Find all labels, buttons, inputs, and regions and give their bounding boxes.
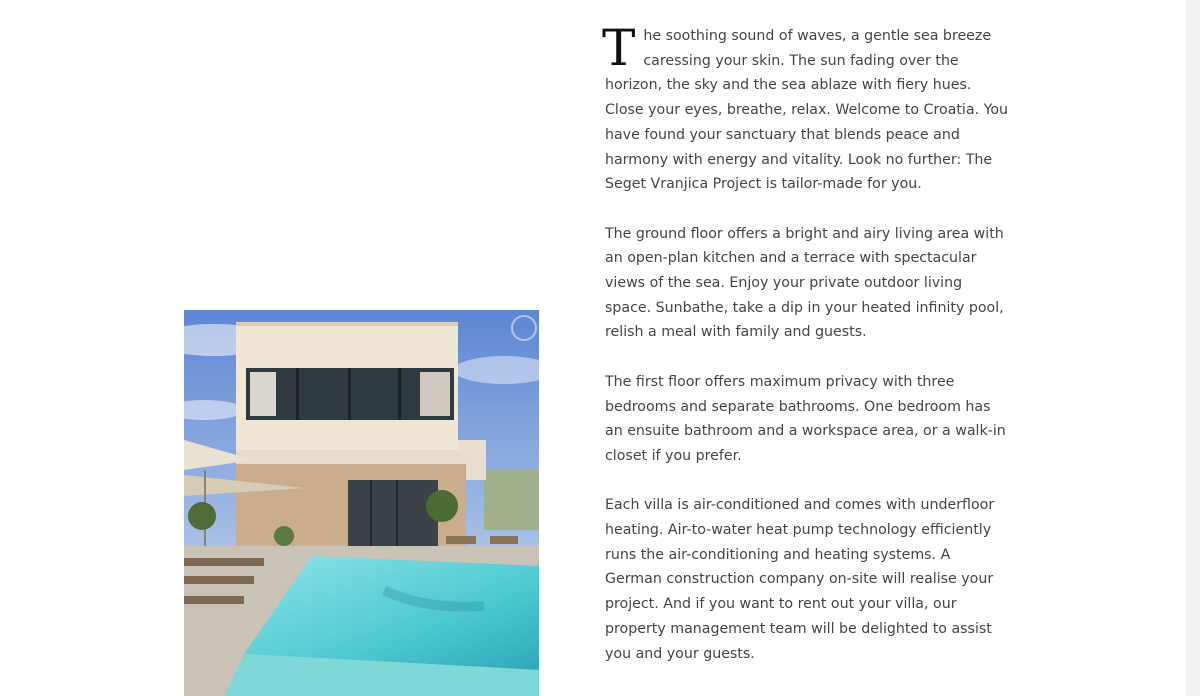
trees: [484, 470, 539, 530]
lounger: [184, 576, 254, 584]
intro-text: he soothing sound of waves, a gentle sea breeze caressing your skin. The sun fading over the horizon, the sky and the sea ablaze with fiery hues. Close your eyes, breathe, relax. Welcome to Croatia. You have found your sanctuary that blends peace and harmony with energy and vitality. Look no further: The Seget Vranjica Project is tailor-made for you.: [605, 28, 1009, 193]
ground-floor-paragraph: The ground floor offers a bright and airy living area with an open-plan kitchen and a terrace with spectacular views of the sea. Enjoy your private outdoor living space. Sunbathe, take a dip in your heated infinity pool, relish a meal with family and guests.: [605, 225, 1004, 341]
plant: [426, 490, 458, 522]
lounger: [184, 596, 244, 604]
article-text: [602, 19, 1009, 691]
ground-windows: [348, 480, 438, 546]
first-floor-paragraph: The first floor offers maximum privacy with three bedrooms and separate bathrooms. One bedroom has an ensuite bathroom and a workspace area, or a walk-in closet if you prefer.: [605, 373, 1006, 464]
plant: [188, 502, 216, 530]
villa-illustration: [184, 310, 539, 696]
lounger: [184, 558, 264, 566]
villa-photo: [184, 310, 539, 696]
page-scrollbar[interactable]: [1186, 0, 1200, 696]
amenities-paragraph: Each villa is air-conditioned and comes with underfloor heating. Air-to-water heat pump technology efficiently runs the air-conditioning and heating systems. A German construction company on-site will realise your project. And if you want to rent out your villa, our property management team will be delighted to assist you and your guests.: [605, 497, 995, 662]
drop-cap: T: [602, 19, 636, 77]
intro-paragraph: [602, 19, 1009, 197]
